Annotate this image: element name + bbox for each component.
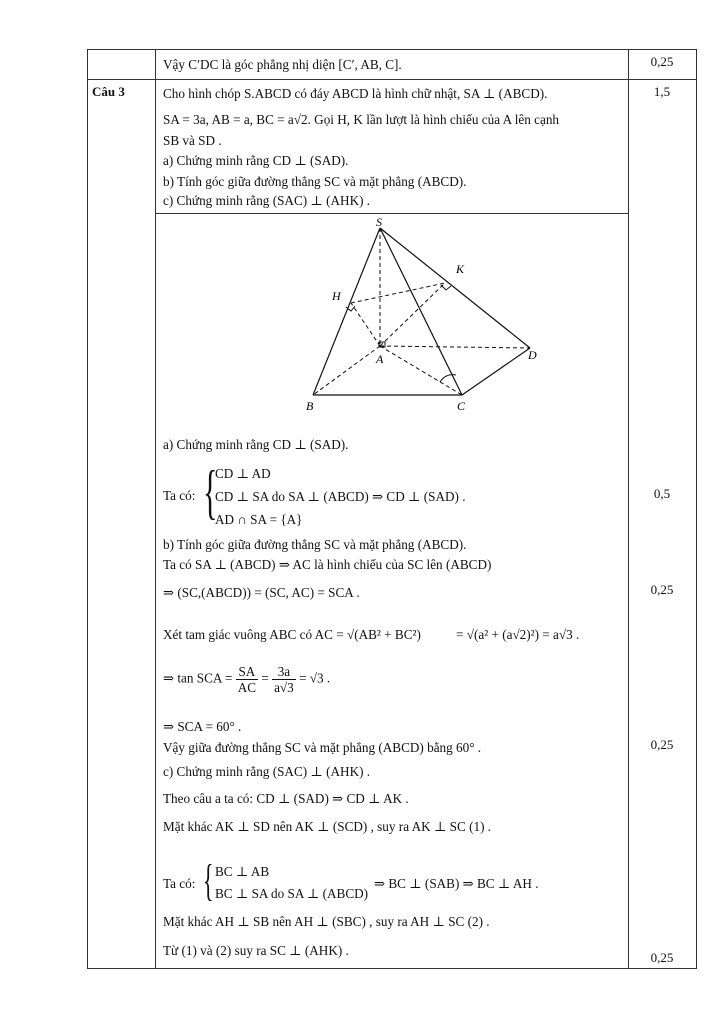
solution-c-prefix: Ta có: bbox=[163, 876, 196, 891]
row0-text: Vậy C′DC là góc phẳng nhị diện [C′, AB, C]. bbox=[163, 57, 402, 72]
edge-AK bbox=[380, 283, 445, 346]
table-border-row1 bbox=[87, 79, 697, 80]
solution-a-sys1: CD ⊥ AD bbox=[215, 466, 271, 481]
table-border-left bbox=[87, 49, 88, 969]
solution-c-line1: Theo câu a ta có: CD ⊥ (SAD) ⇒ CD ⊥ AK . bbox=[163, 791, 409, 806]
solution-a-title: a) Chứng minh rằng CD ⊥ (SAD). bbox=[163, 437, 349, 452]
solution-a-prefix: Ta có: bbox=[163, 488, 196, 503]
solution-c-title: c) Chứng minh rằng (SAC) ⊥ (AHK) . bbox=[163, 764, 371, 779]
solution-b-line3b: = √(a² + (a√2)²) = a√3 . bbox=[456, 627, 580, 642]
tan-frac2 bbox=[272, 664, 296, 695]
edge-AH bbox=[351, 303, 380, 346]
label-D: D bbox=[528, 348, 537, 362]
solution-c-sys2: BC ⊥ SA do SA ⊥ (ABCD) bbox=[215, 886, 369, 901]
solution-b-line6: Vậy giữa đường thẳng SC và mặt phẳng (ABCD) bằng 60° . bbox=[163, 740, 482, 755]
edge-CD bbox=[462, 348, 530, 395]
row0-score: 0,25 bbox=[650, 54, 674, 69]
tan-d2: a√3 bbox=[274, 680, 294, 695]
tan-prefix: ⇒ tan SCA = bbox=[163, 670, 233, 686]
label-C: C bbox=[457, 399, 466, 413]
solution-b-score2: 0,25 bbox=[650, 737, 674, 752]
edge-SD bbox=[380, 228, 530, 348]
question-line1: Cho hình chóp S.ABCD có đáy ABCD là hình chữ nhật, SA ⊥ (ABCD). bbox=[163, 86, 548, 101]
solution-b-tan: ⇒ tan SCA = $\frac{SA}{AC}$ = $\frac{3a}{a√3}$ = √3 . bbox=[163, 664, 331, 695]
pyramid-figure bbox=[300, 215, 550, 415]
solution-b-line1: Ta có SA ⊥ (ABCD) ⇒ AC là hình chiếu của SC lên (ABCD) bbox=[163, 557, 492, 572]
solution-b-line5: ⇒ SCA = 60° . bbox=[163, 719, 242, 734]
tan-frac1 bbox=[236, 664, 258, 695]
table-border-bottom bbox=[87, 968, 697, 969]
solution-c-line2: Mặt khác AK ⊥ SD nên AK ⊥ (SCD) , suy ra AK ⊥ SC (1) . bbox=[163, 819, 492, 834]
edge-AD bbox=[380, 346, 530, 348]
question-label: Câu 3 bbox=[92, 84, 125, 99]
solution-a-score: 0,5 bbox=[653, 486, 671, 501]
solution-c-sys-tail: ⇒ BC ⊥ (SAB) ⇒ BC ⊥ AH . bbox=[374, 876, 539, 891]
solution-c-score: 0,25 bbox=[650, 950, 674, 965]
question-part-c: c) Chứng minh rằng (SAC) ⊥ (AHK) . bbox=[163, 193, 371, 208]
edge-SC bbox=[380, 228, 462, 395]
solution-b-title: b) Tính góc giữa đường thẳng SC và mặt phẳng (ABCD). bbox=[163, 537, 467, 552]
tan-n1: SA bbox=[236, 664, 258, 680]
solution-c-line3: Mặt khác AH ⊥ SB nên AH ⊥ (SBC) , suy ra AH ⊥ SC (2) . bbox=[163, 914, 490, 929]
table-border-row2 bbox=[155, 213, 628, 214]
table-border-col2 bbox=[628, 49, 629, 969]
table-border-top bbox=[87, 49, 697, 50]
table-border-right bbox=[696, 49, 697, 969]
solution-b-score1: 0,25 bbox=[650, 582, 674, 597]
tan-suffix: = √3 . bbox=[299, 670, 331, 686]
edge-HK bbox=[351, 283, 445, 303]
solution-a-sys2: CD ⊥ SA do SA ⊥ (ABCD) ⇒ CD ⊥ (SAD) . bbox=[215, 489, 466, 504]
question-score: 1,5 bbox=[653, 84, 671, 99]
question-line3: SB và SD . bbox=[163, 133, 222, 148]
tan-n2: 3a bbox=[272, 664, 296, 680]
label-S: S bbox=[376, 215, 382, 229]
edge-SB bbox=[313, 228, 380, 395]
solution-b-line2: ⇒ (SC,(ABCD)) = (SC, AC) = SCA . bbox=[163, 585, 360, 600]
label-K: K bbox=[456, 262, 465, 276]
question-part-a: a) Chứng minh rằng CD ⊥ (SAD). bbox=[163, 153, 349, 168]
label-A: A bbox=[376, 352, 384, 366]
label-B: B bbox=[306, 399, 314, 413]
question-part-b: b) Tính góc giữa đường thẳng SC và mặt phẳng (ABCD). bbox=[163, 174, 467, 189]
solution-c-sys1: BC ⊥ AB bbox=[215, 864, 270, 879]
tan-d1: AC bbox=[237, 680, 257, 695]
solution-c-line4: Từ (1) và (2) suy ra SC ⊥ (AHK) . bbox=[163, 943, 349, 958]
solution-b-line3a: Xét tam giác vuông ABC có AC = √(AB² + BC²) bbox=[163, 627, 421, 642]
question-line2: SA = 3a, AB = a, BC = a√2. Gọi H, K lần lượt là hình chiếu của A lên cạnh bbox=[163, 112, 560, 127]
label-H: H bbox=[332, 289, 341, 303]
brace-a: { bbox=[203, 459, 218, 525]
table-border-col1 bbox=[155, 49, 156, 969]
brace-c: { bbox=[203, 856, 214, 905]
solution-a-sys3: AD ∩ SA = {A} bbox=[215, 512, 303, 527]
